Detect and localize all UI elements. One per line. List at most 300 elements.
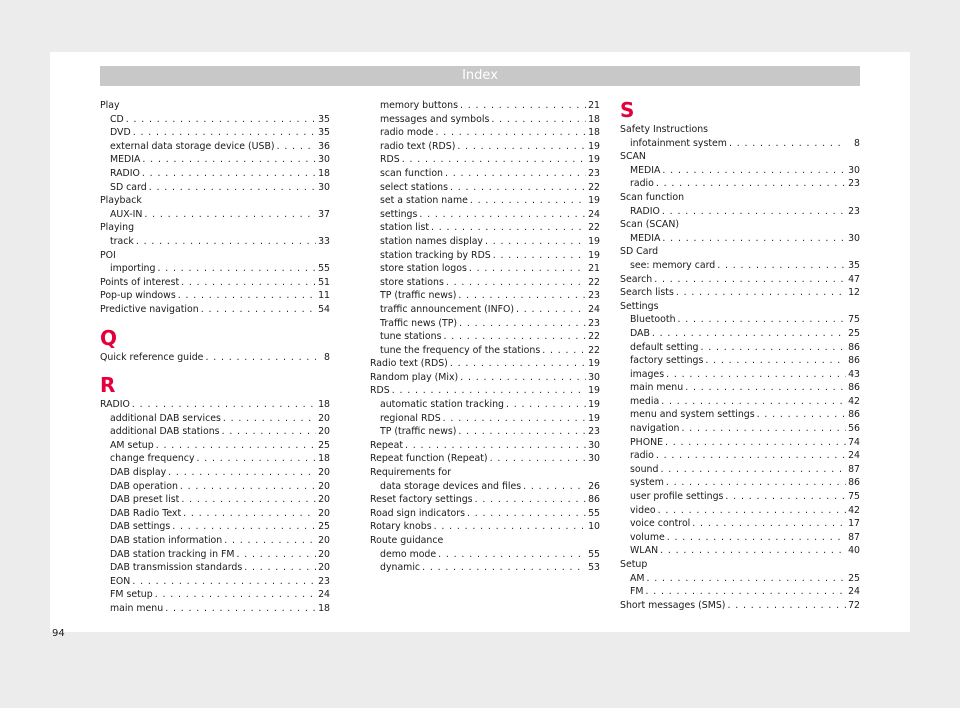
dot-leader	[725, 490, 846, 504]
index-subentry	[620, 517, 860, 531]
index-subentry	[370, 153, 600, 167]
entry-page-number: 18	[318, 399, 330, 411]
entry-term: Short messages (SMS)	[620, 599, 726, 611]
dot-leader	[201, 303, 316, 317]
index-subentry	[100, 439, 330, 453]
entry-term: DAB settings	[110, 521, 171, 533]
dot-leader	[457, 140, 586, 154]
dot-leader	[516, 303, 586, 317]
entry-page-number: 55	[588, 507, 600, 519]
index-subentry	[620, 408, 860, 422]
dot-leader	[458, 425, 586, 439]
entry-page-number: 23	[588, 426, 600, 438]
entry-page-number: 43	[848, 368, 860, 380]
index-column-2	[370, 99, 600, 575]
index-subentry	[370, 167, 600, 181]
dot-leader	[460, 99, 586, 113]
dot-leader	[717, 259, 846, 273]
dot-leader	[700, 341, 846, 355]
index-subentry	[370, 221, 600, 235]
entry-term: memory buttons	[380, 100, 458, 111]
entry-term: external data storage device (USB)	[110, 140, 275, 152]
dot-leader	[446, 276, 586, 290]
entry-term: Road sign indicators	[370, 507, 466, 519]
entry-term: set a station name	[380, 195, 468, 207]
index-heading: POI	[100, 249, 116, 261]
entry-page-number: 87	[848, 463, 860, 475]
index-subentry	[370, 99, 600, 113]
entry-term: FM setup	[110, 589, 153, 601]
index-subentry	[620, 531, 860, 545]
entry-term: radio mode	[380, 127, 434, 139]
index-subentry	[620, 341, 860, 355]
dot-leader	[443, 330, 586, 344]
index-heading: Setup	[620, 559, 648, 570]
entry-page-number: 53	[588, 562, 600, 574]
entry-term: main menu	[630, 382, 684, 394]
index-subentry	[100, 548, 330, 562]
entry-term: user profile settings	[630, 491, 724, 503]
dot-leader	[144, 208, 316, 222]
dot-leader	[506, 398, 586, 412]
entry-term: Rotary knobs	[370, 521, 432, 533]
index-heading: Requirements for	[370, 467, 452, 479]
entry-term: MEDIA	[110, 154, 141, 166]
entry-term: DAB Radio Text	[110, 507, 182, 519]
dot-leader	[434, 520, 586, 534]
entry-term: images	[630, 368, 665, 380]
dot-leader	[178, 289, 316, 303]
dot-leader	[666, 476, 846, 490]
entry-term: store stations	[380, 276, 444, 288]
entry-term: voice control	[630, 518, 691, 530]
entry-page-number: 21	[588, 263, 600, 275]
dot-leader	[652, 327, 846, 341]
entry-term: WLAN	[630, 545, 659, 557]
index-heading: SD Card	[620, 246, 659, 258]
entry-term: SD card	[110, 181, 147, 193]
entry-term: RDS	[370, 385, 390, 397]
entry-page-number: 19	[588, 140, 600, 152]
entry-page-number: 20	[318, 562, 330, 574]
entry-page-number: 19	[588, 195, 600, 207]
entry-term: CD	[110, 113, 124, 125]
entry-page-number: 10	[588, 521, 600, 533]
entry-page-number: 22	[588, 276, 600, 288]
entry-page-number: 86	[848, 477, 860, 489]
entry-page-number: 42	[848, 504, 860, 516]
index-subentry	[370, 113, 600, 127]
entry-page-number: 20	[318, 467, 330, 479]
page-number: 94	[52, 628, 65, 639]
entry-page-number: 8	[854, 137, 860, 149]
dot-leader	[491, 113, 586, 127]
dot-leader	[402, 153, 586, 167]
entry-term: station list	[380, 222, 430, 234]
index-subentry	[100, 588, 330, 602]
entry-term: regional RDS	[380, 412, 441, 424]
entry-term: main menu	[110, 603, 164, 614]
entry-page-number: 40	[848, 545, 860, 557]
dot-leader	[475, 493, 586, 507]
entry-page-number: 86	[848, 382, 860, 394]
entry-page-number: 37	[318, 208, 330, 220]
dot-leader	[422, 561, 586, 575]
index-letter-heading: R	[100, 373, 116, 398]
index-subentry	[620, 422, 860, 436]
entry-page-number: 20	[318, 426, 330, 438]
entry-page-number: 24	[848, 586, 860, 598]
index-entry	[100, 303, 330, 317]
entry-term: Repeat function (Repeat)	[370, 453, 488, 465]
dot-leader	[222, 425, 316, 439]
entry-term: Random play (Mix)	[370, 371, 459, 383]
entry-term: TP (traffic news)	[380, 426, 457, 438]
dot-leader	[493, 249, 586, 263]
index-subentry	[370, 425, 600, 439]
index-subentry	[620, 354, 860, 368]
index-heading: Route guidance	[370, 535, 444, 546]
entry-page-number: 22	[588, 331, 600, 343]
entry-page-number: 54	[318, 303, 330, 315]
entry-term: TP (traffic news)	[380, 290, 457, 302]
dot-leader	[667, 531, 846, 545]
dot-leader	[705, 354, 846, 368]
index-heading: SCAN	[620, 151, 646, 163]
entry-term: automatic station tracking	[380, 399, 504, 411]
entry-page-number: 24	[848, 450, 860, 462]
dot-leader	[678, 313, 846, 327]
entry-term: change frequency	[110, 453, 195, 465]
index-subentry	[100, 480, 330, 494]
index-entry	[370, 371, 600, 385]
dot-leader	[685, 381, 846, 395]
index-subentry	[100, 452, 330, 466]
index-subentry	[620, 164, 860, 178]
index-entry	[370, 439, 600, 453]
index-subentry	[370, 561, 600, 575]
dot-leader	[443, 412, 586, 426]
entry-term: MEDIA	[630, 232, 661, 244]
dot-leader	[156, 439, 316, 453]
entry-page-number: 86	[848, 341, 860, 353]
entry-page-number: 26	[588, 480, 600, 492]
index-subentry	[620, 504, 860, 518]
dot-leader	[729, 137, 846, 151]
entry-page-number: 19	[588, 154, 600, 166]
entry-page-number: 24	[318, 589, 330, 601]
index-entry	[370, 357, 600, 371]
page-header	[100, 66, 860, 86]
dot-leader	[244, 561, 316, 575]
index-subentry	[370, 317, 600, 331]
dot-leader	[459, 317, 586, 331]
index-subentry	[370, 548, 600, 562]
dot-leader	[458, 289, 586, 303]
entry-page-number: 51	[318, 276, 330, 288]
index-subentry	[100, 466, 330, 480]
index-entry	[100, 351, 330, 365]
entry-page-number: 11	[318, 290, 330, 302]
dot-leader	[142, 153, 316, 167]
dot-leader	[236, 548, 316, 562]
entry-term: RADIO	[110, 167, 140, 179]
dot-leader	[666, 368, 846, 382]
entry-page-number: 35	[318, 113, 330, 125]
index-subentry	[620, 137, 860, 151]
entry-term: default setting	[630, 341, 699, 353]
entry-term: select stations	[380, 181, 448, 193]
entry-term: factory settings	[630, 355, 704, 367]
index-subentry	[620, 395, 860, 409]
entry-page-number: 56	[848, 423, 860, 435]
entry-term: Repeat	[370, 439, 403, 451]
entry-page-number: 20	[318, 494, 330, 506]
index-heading: Playing	[100, 222, 135, 234]
dot-leader	[658, 504, 846, 518]
entry-term: Radio text (RDS)	[370, 358, 448, 370]
dot-leader	[136, 235, 316, 249]
dot-leader	[470, 194, 586, 208]
entry-page-number: 25	[318, 439, 330, 451]
index-subentry	[620, 572, 860, 586]
index-subentry	[100, 575, 330, 589]
dot-leader	[183, 507, 316, 521]
dot-leader	[661, 395, 846, 409]
entry-page-number: 75	[848, 491, 860, 503]
index-subentry	[620, 177, 860, 191]
dot-leader	[523, 480, 586, 494]
entry-page-number: 20	[318, 507, 330, 519]
index-subentry	[370, 126, 600, 140]
entry-page-number: 55	[588, 548, 600, 560]
dot-leader	[197, 452, 316, 466]
entry-page-number: 87	[848, 531, 860, 543]
dot-leader	[132, 575, 316, 589]
entry-page-number: 35	[318, 127, 330, 139]
index-entry	[100, 276, 330, 290]
index-subentry	[100, 561, 330, 575]
index-heading: Settings	[620, 300, 659, 312]
index-subentry	[100, 520, 330, 534]
index-subentry	[620, 449, 860, 463]
entry-term: tune stations	[380, 331, 442, 343]
entry-term: volume	[630, 531, 665, 543]
dot-leader	[542, 344, 586, 358]
index-subentry	[100, 181, 330, 195]
index-entry	[100, 398, 330, 412]
entry-page-number: 22	[588, 222, 600, 234]
index-subentry	[100, 262, 330, 276]
entry-page-number: 30	[318, 154, 330, 166]
entry-term: MEDIA	[630, 164, 661, 176]
index-column-3	[620, 99, 860, 612]
index-subentry	[370, 412, 600, 426]
entry-page-number: 12	[848, 287, 860, 299]
dot-leader	[645, 585, 846, 599]
entry-page-number: 30	[848, 232, 860, 244]
dot-leader	[676, 286, 846, 300]
dot-leader	[133, 126, 316, 140]
dot-leader	[662, 205, 846, 219]
dot-leader	[450, 181, 586, 195]
entry-page-number: 55	[318, 263, 330, 275]
entry-term: media	[630, 395, 660, 407]
index-subentry	[620, 313, 860, 327]
entry-term: Predictive navigation	[100, 303, 199, 315]
entry-term: tune the frequency of the stations	[380, 344, 541, 356]
index-letter-heading: S	[620, 98, 635, 122]
entry-page-number: 18	[318, 167, 330, 179]
dot-leader	[662, 164, 846, 178]
entry-page-number: 20	[318, 412, 330, 424]
entry-term: DAB station information	[110, 535, 223, 547]
index-subentry	[100, 602, 330, 616]
dot-leader	[435, 126, 586, 140]
entry-term: system	[630, 477, 664, 489]
entry-page-number: 21	[588, 100, 600, 111]
entry-term: DAB station tracking in FM	[110, 548, 235, 560]
index-subentry	[370, 235, 600, 249]
entry-page-number: 33	[318, 235, 330, 247]
entry-term: DAB	[630, 327, 650, 339]
index-subentry	[620, 259, 860, 273]
entry-term: demo mode	[380, 548, 437, 560]
entry-term: importing	[110, 263, 156, 275]
entry-term: sound	[630, 463, 659, 475]
dot-leader	[205, 351, 316, 365]
entry-term: AUX-IN	[110, 208, 143, 220]
entry-page-number: 25	[848, 327, 860, 339]
entry-page-number: 25	[318, 521, 330, 533]
entry-term: data storage devices and files	[380, 480, 522, 492]
index-subentry	[100, 167, 330, 181]
entry-term: radio	[630, 450, 654, 462]
entry-page-number: 23	[588, 290, 600, 302]
index-subentry	[370, 330, 600, 344]
dot-leader	[157, 262, 316, 276]
index-subentry	[370, 181, 600, 195]
dot-leader	[155, 588, 316, 602]
dot-leader	[142, 167, 316, 181]
dot-leader	[223, 412, 316, 426]
entry-term: navigation	[630, 423, 680, 435]
entry-page-number: 24	[588, 208, 600, 220]
index-entry	[620, 599, 860, 613]
entry-term: radio	[630, 178, 654, 190]
index-subentry	[100, 493, 330, 507]
entry-term: additional DAB stations	[110, 426, 220, 438]
entry-term: dynamic	[380, 562, 421, 574]
entry-term: DVD	[110, 127, 131, 139]
dot-leader	[126, 113, 316, 127]
entry-term: video	[630, 504, 656, 516]
index-subentry	[370, 344, 600, 358]
entry-page-number: 25	[848, 572, 860, 584]
entry-page-number: 30	[318, 181, 330, 193]
entry-page-number: 20	[318, 548, 330, 560]
dot-leader	[450, 357, 586, 371]
dot-leader	[682, 422, 847, 436]
entry-term: FM	[630, 586, 644, 598]
index-heading: Scan (SCAN)	[620, 219, 680, 231]
entry-term: traffic announcement (INFO)	[380, 303, 515, 315]
dot-leader	[181, 493, 316, 507]
entry-page-number: 22	[588, 344, 600, 356]
dot-leader	[405, 439, 586, 453]
index-subentry	[370, 194, 600, 208]
entry-term: Search	[620, 273, 653, 285]
entry-page-number: 35	[848, 259, 860, 271]
index-letter-heading: Q	[100, 325, 118, 350]
entry-page-number: 30	[588, 439, 600, 451]
index-subentry	[370, 208, 600, 222]
dot-leader	[490, 452, 586, 466]
dot-leader	[165, 602, 316, 616]
index-subentry	[370, 303, 600, 317]
dot-leader	[168, 466, 316, 480]
entry-term: Points of interest	[100, 276, 180, 288]
entry-page-number: 23	[848, 178, 860, 190]
dot-leader	[656, 449, 846, 463]
index-subentry	[620, 544, 860, 558]
entry-term: AM setup	[110, 439, 154, 451]
entry-term: EON	[110, 575, 131, 587]
entry-page-number: 19	[588, 385, 600, 397]
dot-leader	[662, 232, 846, 246]
entry-term: Search lists	[620, 287, 674, 299]
dot-leader	[665, 436, 846, 450]
dot-leader	[277, 140, 316, 154]
dot-leader	[647, 572, 846, 586]
dot-leader	[485, 235, 586, 249]
index-entry	[620, 273, 860, 287]
dot-leader	[438, 548, 586, 562]
entry-page-number: 30	[848, 164, 860, 176]
index-subentry	[100, 534, 330, 548]
index-subentry	[100, 412, 330, 426]
entry-term: Pop-up windows	[100, 290, 176, 302]
entry-page-number: 20	[318, 480, 330, 492]
entry-page-number: 19	[588, 358, 600, 370]
entry-page-number: 75	[848, 314, 860, 326]
index-subentry	[100, 507, 330, 521]
dot-leader	[132, 398, 316, 412]
dot-leader	[181, 276, 316, 290]
entry-term: RADIO	[630, 205, 660, 217]
entry-term: radio text (RDS)	[380, 140, 456, 152]
dot-leader	[180, 480, 316, 494]
dot-leader	[467, 507, 586, 521]
dot-leader	[656, 177, 846, 191]
index-heading: Play	[100, 100, 120, 111]
entry-term: DAB transmission standards	[110, 562, 243, 574]
index-subentry	[370, 398, 600, 412]
index-subentry	[370, 140, 600, 154]
index-subentry	[100, 140, 330, 154]
index-column-1	[100, 99, 330, 616]
index-subentry	[100, 208, 330, 222]
index-subentry	[100, 153, 330, 167]
entry-page-number: 19	[588, 235, 600, 247]
entry-term: Quick reference guide	[100, 351, 204, 363]
index-subentry	[370, 480, 600, 494]
entry-page-number: 47	[848, 273, 860, 285]
dot-leader	[431, 221, 586, 235]
entry-page-number: 23	[848, 205, 860, 217]
entry-term: scan function	[380, 167, 444, 179]
index-heading: Scan function	[620, 191, 685, 203]
